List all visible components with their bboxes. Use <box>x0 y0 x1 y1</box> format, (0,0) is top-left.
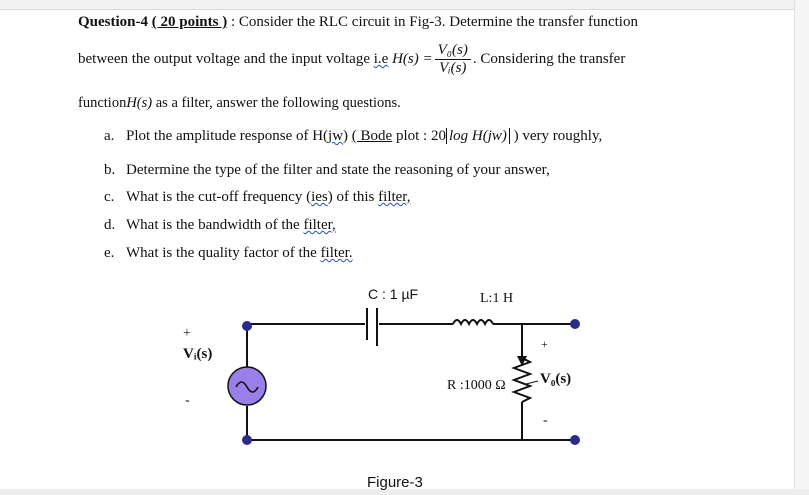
item-marker: e. <box>104 245 115 261</box>
item-text: ( Bode <box>351 128 393 144</box>
item-text: filter, <box>303 217 336 233</box>
figure-caption: Figure-3 <box>367 474 423 491</box>
inductor-label: L:1 H <box>480 291 514 306</box>
question-title: Question-4 <box>78 14 149 30</box>
vin-minus: - <box>185 393 190 408</box>
item-text: ) very roughly, <box>509 128 603 144</box>
vout-plus: + <box>541 337 548 351</box>
question-points: ( 20 points ) <box>151 14 228 30</box>
item-marker: d. <box>104 217 116 233</box>
vout-minus: - <box>543 413 548 428</box>
line2-text: between the output voltage and the input voltage <box>78 50 371 67</box>
item-text: log H(jw) <box>448 128 507 144</box>
output-pointer <box>526 381 538 384</box>
node-bottom-left <box>242 435 252 445</box>
item-text: ) of this <box>327 189 379 205</box>
inductor-coil <box>453 320 493 324</box>
line3-text: function <box>78 95 127 111</box>
capacitor-label: C : 1 µF <box>368 286 419 302</box>
question-intro: : Consider the RLC circuit in Fig-3. Determine the transfer function <box>230 14 638 30</box>
item-text: ) <box>343 128 352 144</box>
vout-label: V₀(s) <box>540 371 572 387</box>
item-marker: a. <box>104 128 115 144</box>
item-text: jw <box>328 128 344 144</box>
fraction-numerator: V₀(s) <box>435 42 471 60</box>
resistor-label: R :1000 Ω <box>447 378 506 393</box>
wire-top-left <box>247 324 365 326</box>
vin-plus: + <box>183 326 191 341</box>
vin-label: Vᵢ(s) <box>183 346 213 362</box>
item-text: Determine the type of the filter and state the reasoning of your answer, <box>126 162 550 178</box>
item-text: ies <box>311 189 328 205</box>
line3-tail: as a filter, answer the following questions. <box>155 95 401 111</box>
line3-hs: H(s) <box>126 95 153 111</box>
item-text: filter, <box>378 189 411 205</box>
node-bottom-right <box>570 435 580 445</box>
node-top-right <box>570 319 580 329</box>
line2-tail: . Considering the transfer <box>472 50 626 67</box>
node-top-left <box>242 321 252 331</box>
item-text: filter. <box>320 245 353 261</box>
item-text: What is the bandwidth of the <box>126 217 304 233</box>
item-marker: c. <box>104 189 115 205</box>
item-text: Plot the amplitude response of H( <box>126 128 329 144</box>
item-text: What is the cut-off frequency ( <box>126 189 312 205</box>
hs-equation: H(s) = <box>392 50 433 67</box>
item-marker: b. <box>104 162 116 178</box>
item-text: plot : 20 <box>392 128 446 144</box>
fraction-denominator: Vᵢ(s) <box>439 60 467 76</box>
ie-text: i.e <box>373 50 389 67</box>
item-text: What is the quality factor of the <box>126 245 321 261</box>
